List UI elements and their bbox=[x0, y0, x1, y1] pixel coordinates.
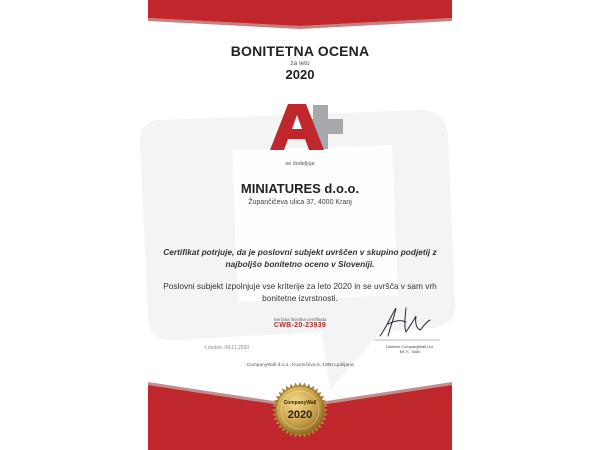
gold-seal bbox=[271, 381, 329, 439]
criteria-text: Poslovni subjekt izpolnjuje vse kriterije za leto 2020 in se uvršča v sam vrh bonitetne izvrstnosti. bbox=[163, 281, 437, 303]
certificate-year: 2020 bbox=[285, 67, 315, 82]
seal-year: 2020 bbox=[287, 409, 313, 421]
serial-label: Serijska številka certifikata bbox=[273, 317, 327, 322]
serial-number: CWB-20-23939 bbox=[273, 322, 327, 329]
for-year-label: za leto bbox=[290, 60, 310, 67]
director-signature-block bbox=[380, 344, 440, 354]
certificate-statement: Certifikat potrjuje, da je poslovni subjekt uvrščen v skupino podjetij z najboljšo bonitetno oceno v Sloveniji. bbox=[163, 247, 437, 269]
certificate-title: BONITETNA OCENA bbox=[230, 43, 370, 59]
company-name: MINIATURES d.o.o. bbox=[240, 181, 360, 196]
rating-logo bbox=[258, 100, 358, 155]
company-address: Župančičeva ulica 37, 4000 Kranj bbox=[248, 199, 352, 206]
signature bbox=[372, 302, 442, 342]
director-title: Direktor CompanyWall Ltd. bbox=[386, 344, 434, 349]
issuer-line: CompanyWall d.o.o., Kuzmičeva 5, 1000 Ljubljana bbox=[246, 363, 354, 368]
awarded-label: se dodeljuje bbox=[285, 161, 315, 167]
place-date: London, 04.11.2020 bbox=[205, 345, 250, 351]
director-name: Mr. K. Todic bbox=[399, 349, 421, 354]
seal-brand: CompanyWall bbox=[283, 400, 317, 406]
